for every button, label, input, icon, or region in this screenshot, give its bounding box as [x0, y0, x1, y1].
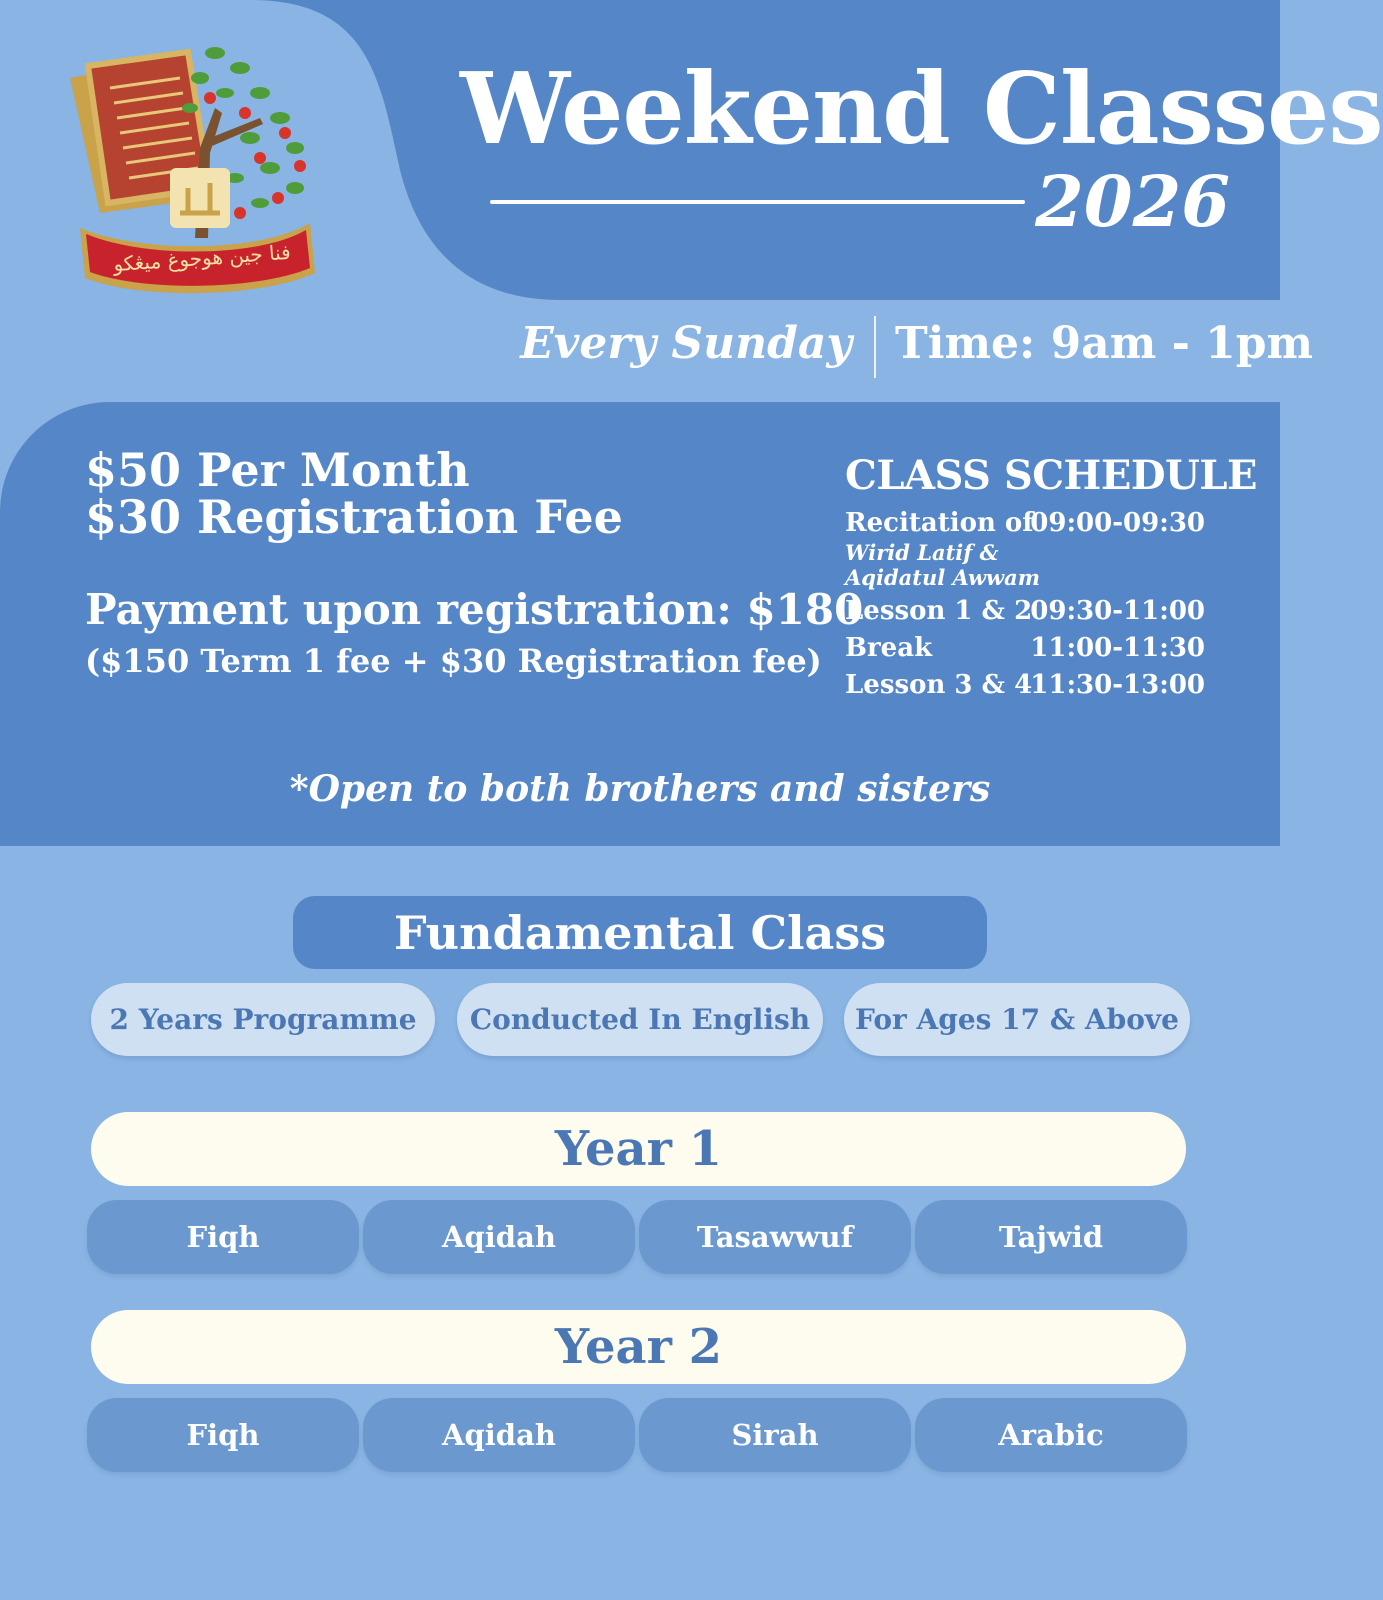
- page-title: Weekend Classes: [460, 52, 1383, 167]
- fundamental-class-title: Fundamental Class: [293, 896, 987, 969]
- logo-banner-text: فنا جين هوجوغ ميڠکو: [112, 239, 292, 277]
- schedule-subtext: Aqidatul Awwam: [845, 565, 1040, 590]
- schedule-activity: Lesson 1 & 2: [845, 596, 1033, 626]
- title-divider: [490, 200, 1025, 204]
- schedule-activity: Break: [845, 633, 933, 663]
- year-label: 2026: [1035, 160, 1230, 243]
- time-label: Time: 9am - 1pm: [895, 318, 1314, 369]
- subject-chip: Tajwid: [915, 1200, 1187, 1274]
- programme-tag: 2 Years Programme: [91, 983, 435, 1056]
- schedule-time: 11:00-11:30: [1030, 633, 1205, 663]
- schedule-row: [845, 633, 1205, 667]
- subject-chip: Sirah: [639, 1398, 911, 1472]
- eligibility-note: *Open to both brothers and sisters: [289, 768, 991, 810]
- schedule-activity: Lesson 3 & 4: [845, 670, 1033, 700]
- schedule-row: [845, 670, 1205, 704]
- subject-chip: Aqidah: [363, 1398, 635, 1472]
- registration-fee: $30 Registration Fee: [85, 490, 623, 544]
- language-tag: Conducted In English: [457, 983, 823, 1056]
- payment-breakdown: ($150 Term 1 fee + $30 Registration fee): [85, 642, 822, 680]
- age-tag: For Ages 17 & Above: [844, 983, 1190, 1056]
- subject-chip: Fiqh: [87, 1398, 359, 1472]
- schedule-activity: Recitation of: [845, 508, 1034, 538]
- schedule-subtext: Wirid Latif &: [845, 540, 999, 565]
- subject-chip: Aqidah: [363, 1200, 635, 1274]
- subject-chip: Tasawwuf: [639, 1200, 911, 1274]
- year-1-heading: Year 1: [91, 1112, 1186, 1186]
- year-2-heading: Year 2: [91, 1310, 1186, 1384]
- schedule-time: 11:30-13:00: [1030, 670, 1205, 700]
- schedule-title: CLASS SCHEDULE: [845, 452, 1258, 499]
- school-logo: [60, 38, 340, 303]
- schedule-row: [845, 596, 1205, 630]
- schedule-time: 09:30-11:00: [1030, 596, 1205, 626]
- subject-chip: Fiqh: [87, 1200, 359, 1274]
- schedule-row: [845, 508, 1205, 542]
- payment-total: Payment upon registration: $180: [85, 585, 864, 634]
- monthly-fee: $50 Per Month: [85, 443, 470, 497]
- subject-chip: Arabic: [915, 1398, 1187, 1472]
- timing-divider: [874, 316, 876, 378]
- day-label: Every Sunday: [520, 318, 852, 369]
- schedule-time: 09:00-09:30: [1030, 508, 1205, 538]
